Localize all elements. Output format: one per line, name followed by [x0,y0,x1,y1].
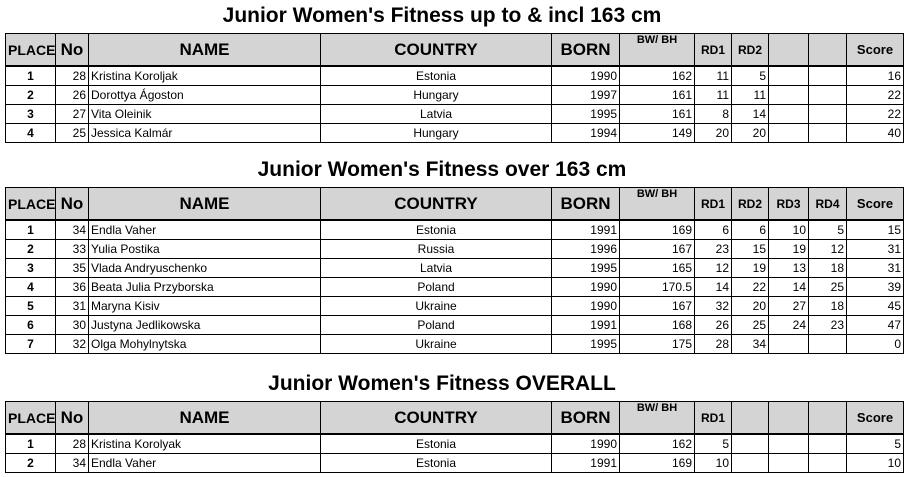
cell-bw-bh: 161 [620,105,695,124]
col-header-rd2 [732,402,769,435]
cell-place: 5 [6,297,56,316]
cell-rd2 [732,434,769,454]
cell-bw-bh: 149 [620,124,695,143]
cell-no: 35 [56,259,89,278]
cell-place: 4 [6,124,56,143]
cell-score: 31 [847,240,904,259]
col-header-no: No [56,402,89,435]
cell-place: 2 [6,86,56,105]
results-table-over-163 [5,187,904,354]
cell-rd3: 13 [769,259,809,278]
cell-no: 32 [56,335,89,354]
col-header-bw-bh: BW/ BH [620,188,695,221]
cell-rd2: 5 [732,66,769,86]
col-header-born: BORN [552,402,620,435]
col-header-score: Score [847,402,904,435]
col-header-rd3: RD3 [769,188,809,221]
col-header-country: COUNTRY [321,188,552,221]
table-row [6,278,904,297]
cell-name: Kristina Koroljak [89,66,321,86]
cell-born: 1991 [552,316,620,335]
cell-country: Hungary [321,124,552,143]
col-header-rd2: RD2 [732,188,769,221]
col-header-place: PLACE [6,402,56,435]
cell-no: 36 [56,278,89,297]
cell-rd1: 10 [695,454,732,473]
cell-rd3: 24 [769,316,809,335]
cell-country: Latvia [321,105,552,124]
col-header-place: PLACE [6,188,56,221]
cell-country: Russia [321,240,552,259]
cell-born: 1994 [552,124,620,143]
col-header-name: NAME [89,402,321,435]
cell-name: Justyna Jedlikowska [89,316,321,335]
cell-rd3 [769,434,809,454]
cell-score: 16 [847,66,904,86]
cell-no: 28 [56,434,89,454]
table-row [6,105,904,124]
cell-country: Ukraine [321,335,552,354]
col-header-rd4: RD4 [809,188,847,221]
cell-score: 15 [847,220,904,240]
cell-country: Hungary [321,86,552,105]
cell-rd4 [809,434,847,454]
cell-name: Endla Vaher [89,454,321,473]
cell-rd4: 12 [809,240,847,259]
cell-name: Jessica Kalmár [89,124,321,143]
table-row [6,335,904,354]
col-header-rd1: RD1 [695,188,732,221]
cell-rd3: 14 [769,278,809,297]
cell-rd3 [769,335,809,354]
cell-rd2: 22 [732,278,769,297]
cell-born: 1990 [552,434,620,454]
col-header-country: COUNTRY [321,34,552,67]
table-row [6,434,904,454]
cell-score: 47 [847,316,904,335]
cell-no: 26 [56,86,89,105]
cell-rd4 [809,105,847,124]
cell-rd3 [769,105,809,124]
header-row [6,402,904,435]
col-header-bw-bh: BW/ BH [620,34,695,67]
cell-rd4: 18 [809,259,847,278]
cell-name: Olga Mohylnytska [89,335,321,354]
cell-rd3: 19 [769,240,809,259]
cell-rd3 [769,86,809,105]
cell-born: 1990 [552,278,620,297]
cell-bw-bh: 167 [620,240,695,259]
cell-place: 4 [6,278,56,297]
cell-place: 3 [6,259,56,278]
cell-rd1: 12 [695,259,732,278]
cell-bw-bh: 168 [620,316,695,335]
cell-bw-bh: 167 [620,297,695,316]
cell-score: 0 [847,335,904,354]
cell-rd2: 25 [732,316,769,335]
table-row [6,124,904,143]
col-header-rd1: RD1 [695,402,732,435]
cell-name: Maryna Kisiv [89,297,321,316]
cell-born: 1990 [552,297,620,316]
cell-score: 40 [847,124,904,143]
cell-country: Estonia [321,454,552,473]
cell-rd4 [809,86,847,105]
col-header-born: BORN [552,188,620,221]
cell-place: 6 [6,316,56,335]
cell-bw-bh: 175 [620,335,695,354]
section-title-over-163: Junior Women's Fitness over 163 cm [257,158,627,181]
cell-rd1: 6 [695,220,732,240]
cell-rd1: 5 [695,434,732,454]
cell-rd1: 26 [695,316,732,335]
cell-born: 1991 [552,454,620,473]
table-row [6,240,904,259]
table-row [6,86,904,105]
cell-rd2: 20 [732,297,769,316]
col-header-name: NAME [89,188,321,221]
cell-rd1: 11 [695,86,732,105]
cell-name: Yulia Postika [89,240,321,259]
col-header-rd2: RD2 [732,34,769,67]
cell-place: 3 [6,105,56,124]
section-title-under-163: Junior Women's Fitness up to & incl 163 cm [222,4,662,27]
cell-name: Kristina Korolyak [89,434,321,454]
cell-no: 30 [56,316,89,335]
cell-rd1: 8 [695,105,732,124]
cell-name: Endla Vaher [89,220,321,240]
col-header-bw-bh: BW/ BH [620,402,695,435]
header-row [6,34,904,67]
cell-rd1: 28 [695,335,732,354]
cell-score: 22 [847,86,904,105]
results-table-under-163 [5,33,904,143]
cell-country: Estonia [321,220,552,240]
cell-no: 34 [56,220,89,240]
col-header-no: No [56,188,89,221]
cell-place: 1 [6,220,56,240]
cell-rd4: 18 [809,297,847,316]
cell-bw-bh: 162 [620,434,695,454]
cell-country: Poland [321,316,552,335]
cell-no: 34 [56,454,89,473]
cell-rd3 [769,124,809,143]
cell-rd2: 19 [732,259,769,278]
section-title-overall: Junior Women's Fitness OVERALL [268,372,616,395]
cell-no: 25 [56,124,89,143]
cell-born: 1991 [552,220,620,240]
col-header-born: BORN [552,34,620,67]
cell-born: 1995 [552,259,620,278]
cell-rd4: 25 [809,278,847,297]
col-header-rd1: RD1 [695,34,732,67]
cell-rd1: 32 [695,297,732,316]
cell-rd2: 14 [732,105,769,124]
cell-rd3: 27 [769,297,809,316]
cell-born: 1995 [552,105,620,124]
cell-score: 10 [847,454,904,473]
cell-rd3: 10 [769,220,809,240]
table-row [6,220,904,240]
cell-bw-bh: 165 [620,259,695,278]
cell-rd1: 23 [695,240,732,259]
cell-name: Beata Julia Przyborska [89,278,321,297]
cell-rd1: 14 [695,278,732,297]
cell-country: Latvia [321,259,552,278]
cell-rd4 [809,66,847,86]
cell-score: 22 [847,105,904,124]
cell-bw-bh: 170.5 [620,278,695,297]
cell-rd2: 6 [732,220,769,240]
col-header-rd3 [769,402,809,435]
cell-rd3 [769,454,809,473]
cell-score: 45 [847,297,904,316]
cell-place: 1 [6,434,56,454]
cell-score: 39 [847,278,904,297]
col-header-place: PLACE [6,34,56,67]
cell-born: 1990 [552,66,620,86]
col-header-no: No [56,34,89,67]
cell-rd4 [809,335,847,354]
cell-bw-bh: 169 [620,220,695,240]
cell-no: 27 [56,105,89,124]
col-header-rd3 [769,34,809,67]
cell-name: Vlada Andryuschenko [89,259,321,278]
cell-no: 33 [56,240,89,259]
table-row [6,297,904,316]
cell-score: 31 [847,259,904,278]
cell-rd3 [769,66,809,86]
table-row [6,259,904,278]
col-header-country: COUNTRY [321,402,552,435]
cell-name: Vita Oleinik [89,105,321,124]
cell-rd4 [809,124,847,143]
cell-bw-bh: 162 [620,66,695,86]
cell-born: 1997 [552,86,620,105]
cell-place: 7 [6,335,56,354]
cell-rd4: 5 [809,220,847,240]
cell-rd2: 15 [732,240,769,259]
cell-score: 5 [847,434,904,454]
cell-country: Estonia [321,66,552,86]
cell-rd2 [732,454,769,473]
cell-country: Ukraine [321,297,552,316]
col-header-score: Score [847,188,904,221]
cell-bw-bh: 161 [620,86,695,105]
cell-rd1: 11 [695,66,732,86]
table-row [6,454,904,473]
cell-place: 2 [6,454,56,473]
table-row [6,316,904,335]
cell-country: Estonia [321,434,552,454]
cell-no: 31 [56,297,89,316]
table-row [6,66,904,86]
cell-name: Dorottya Ágoston [89,86,321,105]
cell-place: 2 [6,240,56,259]
cell-no: 28 [56,66,89,86]
cell-rd1: 20 [695,124,732,143]
cell-rd2: 11 [732,86,769,105]
results-table-overall [5,401,904,473]
col-header-rd4 [809,402,847,435]
header-row [6,188,904,221]
cell-bw-bh: 169 [620,454,695,473]
cell-rd2: 34 [732,335,769,354]
cell-rd4: 23 [809,316,847,335]
cell-born: 1995 [552,335,620,354]
cell-place: 1 [6,66,56,86]
cell-rd4 [809,454,847,473]
col-header-score: Score [847,34,904,67]
cell-born: 1996 [552,240,620,259]
col-header-rd4 [809,34,847,67]
col-header-name: NAME [89,34,321,67]
cell-rd2: 20 [732,124,769,143]
cell-country: Poland [321,278,552,297]
